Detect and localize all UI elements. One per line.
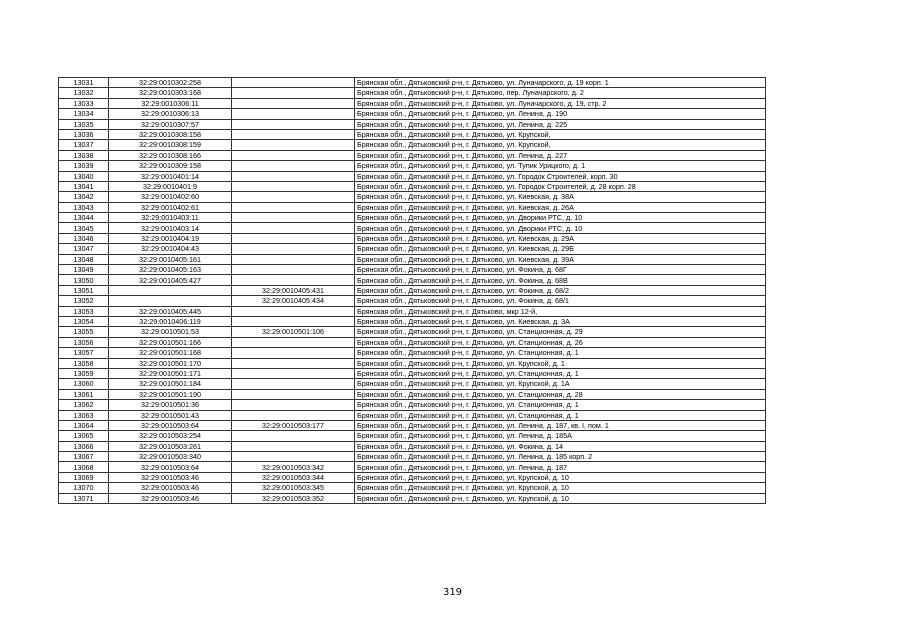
address-cell: Брянская обл., Дятьковский р-н, г. Дятьково, ул. Крупской, д. 10 [355, 493, 766, 503]
row-number-cell: 13044 [59, 213, 109, 223]
cadastral-number-cell: 32:29:0010404:43 [109, 244, 232, 254]
table-row [59, 78, 766, 88]
row-number-cell: 13065 [59, 431, 109, 441]
table-row [59, 358, 766, 368]
row-number-cell: 13031 [59, 78, 109, 88]
linked-cadastral-number-cell: 32:29:0010503:342 [232, 462, 355, 472]
linked-cadastral-number-cell [232, 171, 355, 181]
table-row [59, 88, 766, 98]
linked-cadastral-number-cell [232, 140, 355, 150]
table-row [59, 213, 766, 223]
address-cell: Брянская обл., Дятьковский р-н, г. Дятьково, ул. Станционная, д. 28 [355, 389, 766, 399]
address-cell: Брянская обл., Дятьковский р-н, г. Дятьково, ул. Киевская, д. 39А [355, 254, 766, 264]
cadastral-number-cell: 32:29:0010309:158 [109, 161, 232, 171]
cadastral-number-cell: 32:29:0010308:158 [109, 129, 232, 139]
table-row [59, 223, 766, 233]
table-row [59, 202, 766, 212]
cadastral-number-cell: 32:29:0010503:64 [109, 420, 232, 430]
cadastral-number-cell: 32:29:0010303:168 [109, 88, 232, 98]
row-number-cell: 13070 [59, 483, 109, 493]
row-number-cell: 13069 [59, 472, 109, 482]
linked-cadastral-number-cell [232, 150, 355, 160]
linked-cadastral-number-cell [232, 233, 355, 243]
linked-cadastral-number-cell [232, 202, 355, 212]
address-cell: Брянская обл., Дятьковский р-н, г. Дятьково, ул. Фокина, д. 68/2 [355, 285, 766, 295]
table-row [59, 337, 766, 347]
row-number-cell: 13060 [59, 379, 109, 389]
row-number-cell: 13066 [59, 441, 109, 451]
row-number-cell: 13055 [59, 327, 109, 337]
address-cell: Брянская обл., Дятьковский р-н, г. Дятьково, ул. Станционная, д. 26 [355, 337, 766, 347]
cadastral-number-cell: 32:29:0010308:159 [109, 140, 232, 150]
linked-cadastral-number-cell: 32:29:0010503:352 [232, 493, 355, 503]
address-cell: Брянская обл., Дятьковский р-н, г. Дятьково, ул. Городок Строителей, корп. 30 [355, 171, 766, 181]
address-cell: Брянская обл., Дятьковский р-н, г. Дятьково, ул. Фокина, д. 68/1 [355, 296, 766, 306]
address-cell: Брянская обл., Дятьковский р-н, г. Дятьково, ул. Крупской, д. 10 [355, 483, 766, 493]
row-number-cell: 13058 [59, 358, 109, 368]
address-cell: Брянская обл., Дятьковский р-н, г. Дятьково, ул. Киевская, д. 26А [355, 202, 766, 212]
row-number-cell: 13071 [59, 493, 109, 503]
table-row [59, 420, 766, 430]
row-number-cell: 13048 [59, 254, 109, 264]
linked-cadastral-number-cell [232, 452, 355, 462]
table-row [59, 265, 766, 275]
table-row [59, 306, 766, 316]
address-cell: Брянская обл., Дятьковский р-н, г. Дятьково, ул. Крупской, [355, 140, 766, 150]
cadastral-number-cell: 32:29:0010403:14 [109, 223, 232, 233]
registry-table [58, 77, 766, 504]
linked-cadastral-number-cell [232, 337, 355, 347]
linked-cadastral-number-cell [232, 410, 355, 420]
cadastral-number-cell: 32:29:0010306:11 [109, 98, 232, 108]
table-row [59, 181, 766, 191]
cadastral-number-cell: 32:29:0010501:168 [109, 348, 232, 358]
cadastral-number-cell: 32:29:0010401:9 [109, 181, 232, 191]
linked-cadastral-number-cell: 32:29:0010503:345 [232, 483, 355, 493]
cadastral-number-cell: 32:29:0010503:46 [109, 483, 232, 493]
cadastral-number-cell: 32:29:0010501:190 [109, 389, 232, 399]
address-cell: Брянская обл., Дятьковский р-н, г. Дятьково, ул. Станционная, д. 29 [355, 327, 766, 337]
table-row [59, 483, 766, 493]
table-row [59, 441, 766, 451]
row-number-cell: 13038 [59, 150, 109, 160]
cadastral-number-cell: 32:29:0010501:166 [109, 337, 232, 347]
cadastral-number-cell: 32:29:0010503:254 [109, 431, 232, 441]
address-cell: Брянская обл., Дятьковский р-н, г. Дятьково, ул. Станционная, д. 1 [355, 368, 766, 378]
cadastral-number-cell: 32:29:0010403:11 [109, 213, 232, 223]
linked-cadastral-number-cell: 32:29:0010503:344 [232, 472, 355, 482]
cadastral-number-cell: 32:29:0010405:163 [109, 265, 232, 275]
cadastral-number-cell: 32:29:0010405:161 [109, 254, 232, 264]
linked-cadastral-number-cell [232, 265, 355, 275]
table-row [59, 400, 766, 410]
row-number-cell: 13064 [59, 420, 109, 430]
table-row [59, 109, 766, 119]
row-number-cell: 13035 [59, 119, 109, 129]
table-row [59, 129, 766, 139]
row-number-cell: 13045 [59, 223, 109, 233]
cadastral-number-cell: 32:29:0010501:43 [109, 410, 232, 420]
table-row [59, 462, 766, 472]
address-cell: Брянская обл., Дятьковский р-н, г. Дятьково, ул. Киевская, д. 38А [355, 192, 766, 202]
cadastral-number-cell: 32:29:0010503:46 [109, 493, 232, 503]
linked-cadastral-number-cell [232, 223, 355, 233]
cadastral-number-cell [109, 285, 232, 295]
address-cell: Брянская обл., Дятьковский р-н, г. Дятьково, ул. Фокина, д. 14 [355, 441, 766, 451]
table-row [59, 119, 766, 129]
table-row [59, 244, 766, 254]
address-cell: Брянская обл., Дятьковский р-н, г. Дятьково, ул. Киевская, д. 29А [355, 233, 766, 243]
linked-cadastral-number-cell [232, 368, 355, 378]
address-cell: Брянская обл., Дятьковский р-н, г. Дятьково, ул. Луначарского, д. 19 корп. 1 [355, 78, 766, 88]
address-cell: Брянская обл., Дятьковский р-н, г. Дятьково, ул. Крупской, д. 1А [355, 379, 766, 389]
row-number-cell: 13033 [59, 98, 109, 108]
row-number-cell: 13037 [59, 140, 109, 150]
linked-cadastral-number-cell [232, 306, 355, 316]
table-row [59, 254, 766, 264]
row-number-cell: 13053 [59, 306, 109, 316]
cadastral-number-cell: 32:29:0010406:119 [109, 316, 232, 326]
address-cell: Брянская обл., Дятьковский р-н, г. Дятьково, ул. Станционная, д. 1 [355, 400, 766, 410]
address-cell: Брянская обл., Дятьковский р-н, г. Дятьково, ул. Ленина, д. 225 [355, 119, 766, 129]
address-cell: Брянская обл., Дятьковский р-н, г. Дятьково, ул. Киевская, д. 29Б [355, 244, 766, 254]
cadastral-number-cell: 32:29:0010402:61 [109, 202, 232, 212]
address-cell: Брянская обл., Дятьковский р-н, г. Дятьково, пер. Луначарского, д. 2 [355, 88, 766, 98]
row-number-cell: 13039 [59, 161, 109, 171]
address-cell: Брянская обл., Дятьковский р-н, г. Дятьково, ул. Киевская, д. 3А [355, 316, 766, 326]
linked-cadastral-number-cell [232, 98, 355, 108]
table-row [59, 410, 766, 420]
row-number-cell: 13041 [59, 181, 109, 191]
cadastral-number-cell: 32:29:0010302:258 [109, 78, 232, 88]
table-row [59, 192, 766, 202]
address-cell: Брянская обл., Дятьковский р-н, г. Дятьково, ул. Городок Строителей, д. 28 корп. 28 [355, 181, 766, 191]
row-number-cell: 13054 [59, 316, 109, 326]
row-number-cell: 13042 [59, 192, 109, 202]
linked-cadastral-number-cell: 32:29:0010405:434 [232, 296, 355, 306]
cadastral-number-cell: 32:29:0010402:60 [109, 192, 232, 202]
row-number-cell: 13036 [59, 129, 109, 139]
address-cell: Брянская обл., Дятьковский р-н, г. Дятьково, ул. Дворики РТС, д. 10 [355, 213, 766, 223]
table-row [59, 368, 766, 378]
cadastral-number-cell: 32:29:0010306:13 [109, 109, 232, 119]
cadastral-number-cell: 32:29:0010501:170 [109, 358, 232, 368]
cadastral-number-cell: 32:29:0010503:64 [109, 462, 232, 472]
row-number-cell: 13068 [59, 462, 109, 472]
cadastral-number-cell [109, 296, 232, 306]
row-number-cell: 13050 [59, 275, 109, 285]
linked-cadastral-number-cell [232, 358, 355, 368]
table-row [59, 296, 766, 306]
address-cell: Брянская обл., Дятьковский р-н, г. Дятьково, ул. Станционная, д. 1 [355, 410, 766, 420]
address-cell: Брянская обл., Дятьковский р-н, г. Дятьково, ул. Тупик Урицкого, д. 1 [355, 161, 766, 171]
address-cell: Брянская обл., Дятьковский р-н, г. Дятьково, ул. Ленина, д. 227 [355, 150, 766, 160]
table-row [59, 171, 766, 181]
row-number-cell: 13049 [59, 265, 109, 275]
address-cell: Брянская обл., Дятьковский р-н, г. Дятьково, ул. Луначарского, д. 19, стр. 2 [355, 98, 766, 108]
row-number-cell: 13040 [59, 171, 109, 181]
linked-cadastral-number-cell [232, 348, 355, 358]
linked-cadastral-number-cell [232, 161, 355, 171]
table-row [59, 431, 766, 441]
cadastral-number-cell: 32:29:0010501:171 [109, 368, 232, 378]
address-cell: Брянская обл., Дятьковский р-н, г. Дятьково, ул. Ленина, д. 187 [355, 462, 766, 472]
address-cell: Брянская обл., Дятьковский р-н, г. Дятьково, ул. Крупской, д. 10 [355, 472, 766, 482]
table-row [59, 348, 766, 358]
linked-cadastral-number-cell: 32:29:0010503:177 [232, 420, 355, 430]
address-cell: Брянская обл., Дятьковский р-н, г. Дятьково, ул. Фокина, д. 68Г [355, 265, 766, 275]
linked-cadastral-number-cell [232, 254, 355, 264]
linked-cadastral-number-cell: 32:29:0010405:431 [232, 285, 355, 295]
row-number-cell: 13051 [59, 285, 109, 295]
address-cell: Брянская обл., Дятьковский р-н, г. Дятьково, мкр 12-й, [355, 306, 766, 316]
table-row [59, 161, 766, 171]
linked-cadastral-number-cell [232, 88, 355, 98]
cadastral-number-cell: 32:29:0010503:46 [109, 472, 232, 482]
table-row [59, 150, 766, 160]
table-row [59, 275, 766, 285]
row-number-cell: 13047 [59, 244, 109, 254]
linked-cadastral-number-cell [232, 109, 355, 119]
address-cell: Брянская обл., Дятьковский р-н, г. Дятьково, ул. Дворики РТС, д. 10 [355, 223, 766, 233]
linked-cadastral-number-cell [232, 275, 355, 285]
cadastral-number-cell: 32:29:0010503:340 [109, 452, 232, 462]
linked-cadastral-number-cell [232, 379, 355, 389]
row-number-cell: 13043 [59, 202, 109, 212]
address-cell: Брянская обл., Дятьковский р-н, г. Дятьково, ул. Ленина, д. 185А [355, 431, 766, 441]
cadastral-number-cell: 32:29:0010405:427 [109, 275, 232, 285]
address-cell: Брянская обл., Дятьковский р-н, г. Дятьково, ул. Станционная, д. 1 [355, 348, 766, 358]
row-number-cell: 13062 [59, 400, 109, 410]
address-cell: Брянская обл., Дятьковский р-н, г. Дятьково, ул. Ленина, д. 190 [355, 109, 766, 119]
row-number-cell: 13067 [59, 452, 109, 462]
table-row [59, 140, 766, 150]
table-row [59, 472, 766, 482]
table-row [59, 493, 766, 503]
table-row [59, 285, 766, 295]
table-row [59, 389, 766, 399]
linked-cadastral-number-cell [232, 316, 355, 326]
linked-cadastral-number-cell: 32:29:0010501:106 [232, 327, 355, 337]
row-number-cell: 13061 [59, 389, 109, 399]
linked-cadastral-number-cell [232, 119, 355, 129]
cadastral-number-cell: 32:29:0010503:261 [109, 441, 232, 451]
linked-cadastral-number-cell [232, 400, 355, 410]
table-row [59, 316, 766, 326]
cadastral-number-cell: 32:29:0010404:19 [109, 233, 232, 243]
row-number-cell: 13046 [59, 233, 109, 243]
linked-cadastral-number-cell [232, 213, 355, 223]
cadastral-number-cell: 32:29:0010501:53 [109, 327, 232, 337]
linked-cadastral-number-cell [232, 431, 355, 441]
page-number: 319 [442, 587, 463, 598]
cadastral-number-cell: 32:29:0010401:14 [109, 171, 232, 181]
row-number-cell: 13063 [59, 410, 109, 420]
linked-cadastral-number-cell [232, 244, 355, 254]
cadastral-number-cell: 32:29:0010405:445 [109, 306, 232, 316]
cadastral-number-cell: 32:29:0010501:184 [109, 379, 232, 389]
address-cell: Брянская обл., Дятьковский р-н, г. Дятьково, ул. Фокина, д. 68В [355, 275, 766, 285]
address-cell: Брянская обл., Дятьковский р-н, г. Дятьково, ул. Ленина, д. 185 корп. 2 [355, 452, 766, 462]
linked-cadastral-number-cell [232, 78, 355, 88]
row-number-cell: 13057 [59, 348, 109, 358]
linked-cadastral-number-cell [232, 192, 355, 202]
row-number-cell: 13034 [59, 109, 109, 119]
registry-table-body [59, 78, 766, 504]
cadastral-number-cell: 32:29:0010307:57 [109, 119, 232, 129]
linked-cadastral-number-cell [232, 389, 355, 399]
table-row [59, 452, 766, 462]
linked-cadastral-number-cell [232, 441, 355, 451]
table-row [59, 379, 766, 389]
cadastral-number-cell: 32:29:0010501:36 [109, 400, 232, 410]
address-cell: Брянская обл., Дятьковский р-н, г. Дятьково, ул. Ленина, д. 187, кв. I, пом. 1 [355, 420, 766, 430]
row-number-cell: 13056 [59, 337, 109, 347]
table-row [59, 327, 766, 337]
cadastral-number-cell: 32:29:0010308:166 [109, 150, 232, 160]
row-number-cell: 13059 [59, 368, 109, 378]
address-cell: Брянская обл., Дятьковский р-н, г. Дятьково, ул. Крупской, д. 1 [355, 358, 766, 368]
table-row [59, 233, 766, 243]
row-number-cell: 13032 [59, 88, 109, 98]
linked-cadastral-number-cell [232, 181, 355, 191]
table-row [59, 98, 766, 108]
row-number-cell: 13052 [59, 296, 109, 306]
address-cell: Брянская обл., Дятьковский р-н, г. Дятьково, ул. Крупской, [355, 129, 766, 139]
linked-cadastral-number-cell [232, 129, 355, 139]
